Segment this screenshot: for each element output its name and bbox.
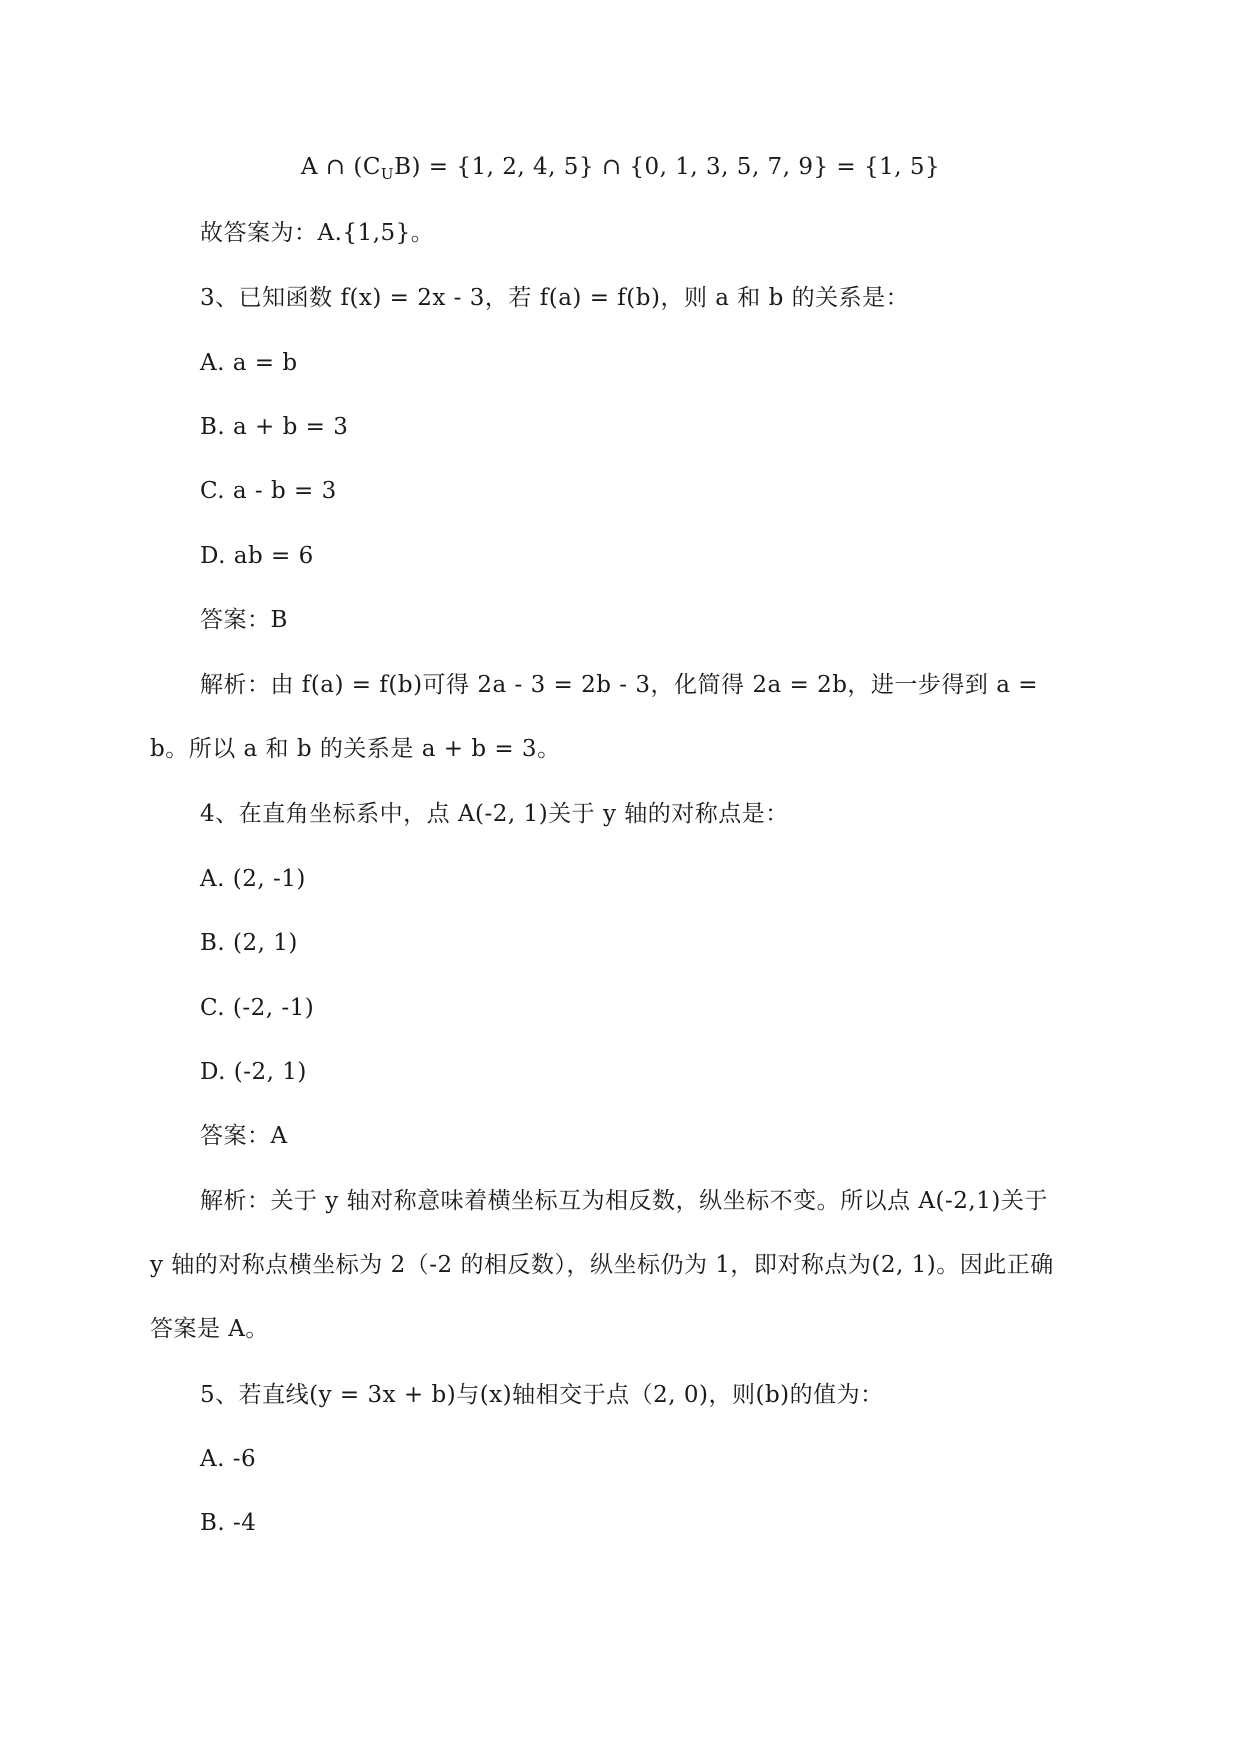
q3-option-b: B. a + b = 3 xyxy=(200,414,349,440)
q3-analysis-line-1: 解析：由 f(a) = f(b)可得 2a - 3 = 2b - 3，化简得 2a = 2b，进一步得到 a = xyxy=(200,672,1039,698)
q4-analysis-line-1: 解析：关于 y 轴对称意味着横坐标互为相反数，纵坐标不变。所以点 A(-2,1)关于 xyxy=(200,1188,1048,1214)
q5-option-a: A. -6 xyxy=(200,1446,257,1472)
q4-option-d: D. (-2, 1) xyxy=(200,1059,307,1085)
q4-analysis-line-2: y 轴的对称点横坐标为 2（-2 的相反数），纵坐标仍为 1，即对称点为(2, 1)。因此正确 xyxy=(150,1252,1054,1278)
formula-suffix: B) = {1, 2, 4, 5} ∩ {0, 1, 3, 5, 7, 9} = {1, 5} xyxy=(394,154,941,180)
formula-prefix: A ∩ (C xyxy=(300,154,381,180)
q4-option-c: C. (-2, -1) xyxy=(200,995,315,1021)
q2-answer-line: 故答案为：A.{1,5}。 xyxy=(200,220,435,246)
q4-analysis-line-3: 答案是 A。 xyxy=(150,1316,269,1342)
q4-answer: 答案：A xyxy=(200,1123,288,1149)
q5-question: 5、若直线(y = 3x + b)与(x)轴相交于点（2, 0)，则(b)的值为： xyxy=(200,1382,884,1408)
q3-option-c: C. a - b = 3 xyxy=(200,478,337,504)
set-formula xyxy=(0,152,1241,189)
formula-subscript: U xyxy=(380,165,395,183)
q3-question: 3、已知函数 f(x) = 2x - 3，若 f(a) = f(b)，则 a 和 b 的关系是： xyxy=(200,285,910,311)
q3-analysis-line-2: b。所以 a 和 b 的关系是 a + b = 3。 xyxy=(150,736,561,762)
q4-option-b: B. (2, 1) xyxy=(200,930,298,956)
q4-option-a: A. (2, -1) xyxy=(200,866,306,892)
q3-option-d: D. ab = 6 xyxy=(200,543,314,569)
q3-option-a: A. a = b xyxy=(200,350,298,376)
q5-option-b: B. -4 xyxy=(200,1510,257,1536)
q3-answer: 答案：B xyxy=(200,607,288,633)
q4-question: 4、在直角坐标系中，点 A(-2, 1)关于 y 轴的对称点是： xyxy=(200,801,789,827)
